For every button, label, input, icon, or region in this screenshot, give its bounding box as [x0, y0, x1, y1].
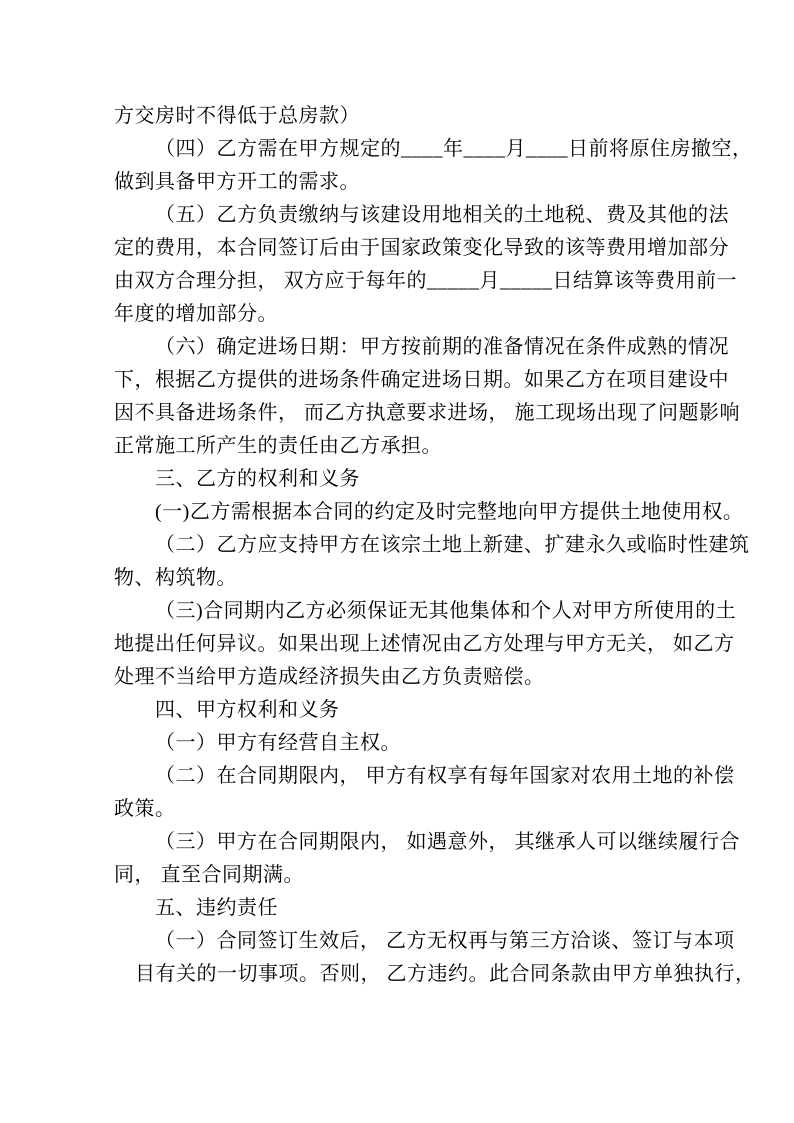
contract-line: （三）甲方在合同期限内， 如遇意外， 其继承人可以继续履行合: [155, 831, 740, 853]
contract-line: 处理不当给甲方造成经济损失由乙方负责赔偿。: [114, 666, 545, 688]
contract-text-block: [114, 100, 756, 991]
contract-line: 政策。: [114, 798, 176, 820]
contract-section-heading: 五、违约责任: [155, 897, 278, 919]
contract-line: 正常施工所产生的责任由乙方承担。: [114, 435, 442, 457]
contract-line: (一)乙方需根据本合同的约定及时完整地向甲方提供土地使用权。: [155, 501, 744, 523]
contract-line: 由双方合理分担， 双方应于每年的_____月_____日结算该等费用前一: [114, 270, 737, 292]
contract-line: 年度的增加部分。: [114, 303, 278, 325]
contract-section-heading: 四、甲方权利和义务: [155, 699, 340, 721]
contract-line: 方交房时不得低于总房款）: [114, 105, 360, 127]
contract-line: （二）在合同期限内， 甲方有权享有每年国家对农用土地的补偿: [155, 765, 735, 787]
contract-line: （六）确定进场日期：甲方按前期的准备情况在条件成熟的情况: [155, 336, 729, 358]
contract-line: 地提出任何异议。如果出现上述情况由乙方处理与甲方无关， 如乙方: [114, 633, 735, 655]
contract-line: （四）乙方需在甲方规定的____年____月____日前将原住房撤空，: [155, 138, 753, 160]
contract-line: （二）乙方应支持甲方在该宗土地上新建、扩建永久或临时性建筑: [155, 534, 750, 556]
contract-line: （一）合同签订生效后， 乙方无权再与第三方洽谈、签订与本项: [155, 930, 735, 952]
contract-line: 因不具备进场条件， 而乙方执意要求进场， 施工现场出现了问题影响: [114, 402, 740, 424]
contract-line: 同， 直至合同期满。: [114, 864, 304, 886]
contract-line: 做到具备甲方开工的需求。: [114, 171, 360, 193]
contract-line: （一）甲方有经营自主权。: [155, 732, 401, 754]
contract-line: 定的费用，本合同签订后由于国家政策变化导致的该等费用增加部分: [114, 237, 729, 259]
contract-line: 下，根据乙方提供的进场条件确定进场日期。如果乙方在项目建设中: [114, 369, 729, 391]
contract-line: （五）乙方负责缴纳与该建设用地相关的土地税、费及其他的法: [155, 204, 729, 226]
contract-line: （三)合同期内乙方必须保证无其他集体和个人对甲方所使用的土: [155, 600, 737, 622]
contract-section-heading: 三、乙方的权利和义务: [155, 468, 360, 490]
contract-line: 物、构筑物。: [114, 567, 237, 589]
contract-line: 目有关的一切事项。否则， 乙方违约。此合同条款由甲方单独执行，: [135, 963, 756, 985]
